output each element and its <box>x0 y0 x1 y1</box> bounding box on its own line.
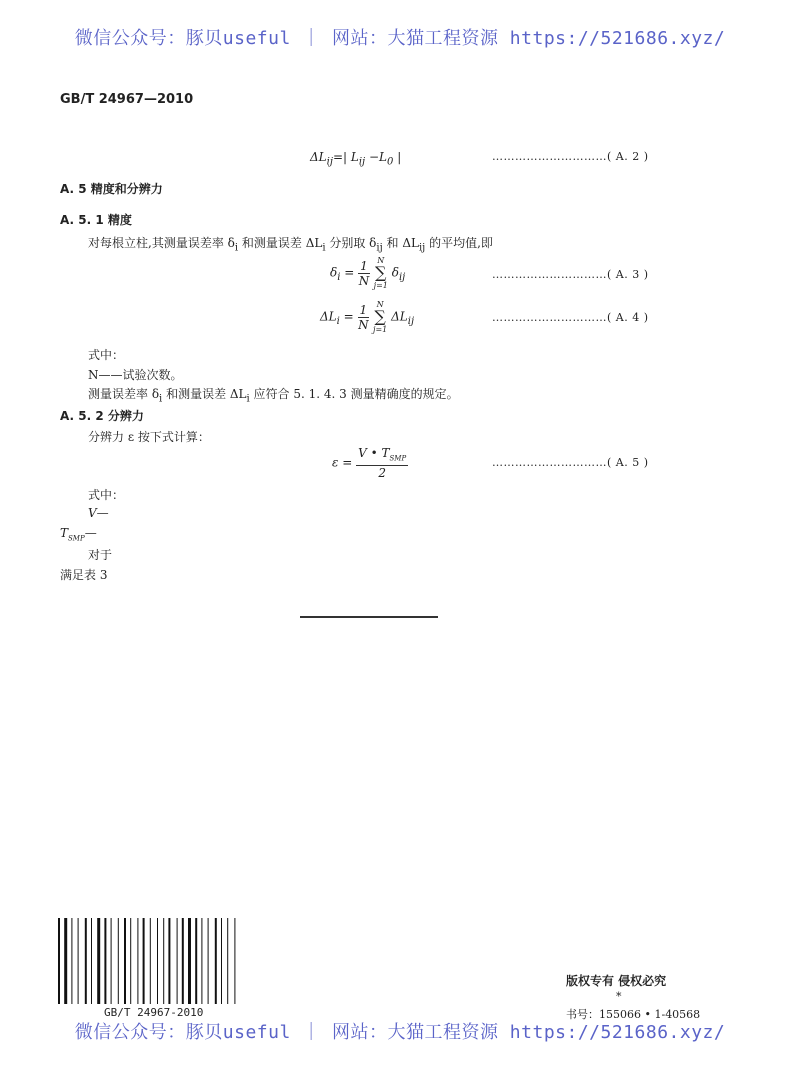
barcode-bar <box>71 918 72 1004</box>
watermark-bottom: 微信公众号：豚贝useful ｜ 网站：大猫工程资源 https://521686.xyz/ <box>74 1022 726 1043</box>
eq-a3-lhs-sub: i <box>337 271 341 283</box>
where1-rule-3: 应符合 5. 1. 4. 3 测量精确度的规定。 <box>249 387 459 401</box>
barcode-bar <box>124 918 126 1004</box>
eq-a3-term: δ <box>391 265 399 280</box>
eq-a3-den: N <box>358 273 370 288</box>
barcode-bar <box>157 918 158 1004</box>
barcode-label: GB/T 24967-2010 <box>104 1006 204 1019</box>
eq-a2-end: | <box>397 150 402 164</box>
where2-t-tail: — <box>84 526 97 540</box>
book-number: 书号：155066 • 1-40568 <box>566 1008 701 1021</box>
equation-a2 <box>310 150 401 167</box>
barcode-bar <box>215 918 217 1004</box>
barcode-bar <box>118 918 119 1004</box>
where2-t-main: T <box>60 526 69 540</box>
a51-intro-3: 分别取 δ <box>325 236 377 250</box>
where1-rule-1-sub: i <box>159 393 163 405</box>
where2-v: V— <box>88 506 109 520</box>
eq-a5-frac <box>356 446 408 480</box>
barcode-bar <box>143 918 145 1004</box>
equation-a3 <box>330 256 405 290</box>
barcode-bar <box>111 918 112 1004</box>
standard-number: GB/T 24967—2010 <box>60 92 194 107</box>
where1-rule <box>88 385 459 404</box>
eq-a3-bot: j=1 <box>373 281 388 290</box>
eq-a3-sum <box>374 256 388 290</box>
copyright-notice: 版权专有 侵权必究 <box>566 974 667 988</box>
eq-a4-den: N <box>358 317 369 332</box>
equation-a5 <box>332 446 408 480</box>
equation-a4-ref: …………………………( A. 4 ) <box>492 311 649 324</box>
barcode-bar <box>234 918 235 1004</box>
barcode-bar <box>91 918 92 1004</box>
eq-a4-eq: = <box>339 309 358 324</box>
barcode-bar <box>85 918 87 1004</box>
eq-a3-eq: = <box>340 265 359 280</box>
barcode-bar <box>64 918 67 1004</box>
eq-a3-sigma: ∑ <box>375 263 387 282</box>
where1-rule-2-sub: i <box>246 393 250 405</box>
barcode-bar <box>150 918 151 1004</box>
barcode-bar <box>104 918 106 1004</box>
eq-a5-num-a: V • T <box>358 446 390 460</box>
where1-label: 式中： <box>88 348 125 362</box>
barcode-bar <box>221 918 222 1004</box>
a51-intro-2: 和测量误差 ΔL <box>238 236 323 250</box>
barcode-bar <box>58 918 60 1004</box>
where2-meet: 满足表 3 <box>60 568 108 582</box>
eq-a2-sub2: ij <box>358 156 366 168</box>
section-a51-intro <box>88 234 493 253</box>
eq-a3-num: 1 <box>360 258 368 273</box>
barcode-bar <box>78 918 79 1004</box>
where2-t <box>60 526 97 542</box>
end-rule <box>300 616 438 618</box>
where1-rule-1: 测量误差率 δ <box>88 387 160 401</box>
eq-a4-top: N <box>376 300 384 309</box>
section-a5-title: A. 5 精度和分辨力 <box>60 182 163 196</box>
equation-a3-ref: …………………………( A. 3 ) <box>492 268 649 281</box>
a51-intro-4-sub: ij <box>418 242 426 254</box>
a51-intro-4: 和 ΔL <box>382 236 419 250</box>
eq-a4-sum <box>373 300 387 334</box>
where2-t-sub: SMP <box>68 534 85 543</box>
eq-a3-lhs: δ <box>330 265 338 280</box>
a51-intro-3-sub: ij <box>376 242 383 254</box>
barcode-bar <box>188 918 191 1004</box>
eq-a2-sub: ij <box>326 156 333 168</box>
equation-a5-ref: …………………………( A. 5 ) <box>492 456 649 469</box>
barcode-bar <box>182 918 184 1004</box>
barcode-bar <box>168 918 170 1004</box>
eq-a3-term-sub: ij <box>398 271 406 283</box>
barcode-bar <box>195 918 197 1004</box>
where2-label: 式中： <box>88 488 125 502</box>
section-a51-title: A. 5. 1 精度 <box>60 213 132 227</box>
eq-a4-frac <box>358 303 370 332</box>
eq-a4-sigma: ∑ <box>374 307 386 326</box>
eq-a4-lhs-sub: i <box>336 315 340 327</box>
eq-a5-num-sub: SMP <box>389 454 407 463</box>
a51-intro-1: 对每根立柱,其测量误差率 δ <box>88 236 235 250</box>
equation-a4 <box>320 300 414 334</box>
watermark-top: 微信公众号：豚贝useful ｜ 网站：大猫工程资源 https://521686.xyz/ <box>74 28 726 49</box>
section-a52-intro: 分辨力 ε 按下式计算： <box>88 430 210 444</box>
equation-a2-ref: …………………………( A. 2 ) <box>492 150 649 163</box>
a51-intro-2-sub: i <box>322 242 326 254</box>
a51-intro-5: 的平均值,即 <box>425 236 493 250</box>
where2-for: 对于 <box>88 548 113 562</box>
eq-a5-den: 2 <box>378 466 386 481</box>
eq-a4-lhs: ΔL <box>320 309 337 324</box>
barcode-bar <box>137 918 138 1004</box>
barcode-bar <box>130 918 131 1004</box>
section-a52-title: A. 5. 2 分辨力 <box>60 409 144 423</box>
eq-a2-sub3: 0 <box>387 156 394 168</box>
eq-a2-mid: =| L <box>332 150 359 164</box>
eq-a4-term-sub: ij <box>407 315 415 327</box>
barcode-bar <box>97 918 100 1004</box>
barcode-bar <box>208 918 209 1004</box>
eq-a5-lhs: ε = <box>332 455 357 470</box>
a51-intro-1-sub: i <box>234 242 239 254</box>
eq-a5-num <box>356 446 408 466</box>
barcode-bar <box>177 918 178 1004</box>
eq-a2-lhs: ΔL <box>310 150 327 164</box>
eq-a3-top: N <box>377 256 385 265</box>
eq-a4-num: 1 <box>359 302 368 317</box>
eq-a3-frac <box>358 259 370 288</box>
barcode-bar <box>227 918 228 1004</box>
barcode-bar <box>163 918 164 1004</box>
barcode-image <box>58 918 262 1010</box>
where1-rule-2: 和测量误差 ΔL <box>162 387 247 401</box>
barcode-bar <box>201 918 202 1004</box>
eq-a4-bot: j=1 <box>373 325 388 334</box>
eq-a4-term: ΔL <box>391 309 408 324</box>
footer-star: * <box>616 990 622 1003</box>
where1-def-n: N——试验次数。 <box>88 368 183 382</box>
eq-a2-tail: −L <box>368 150 388 164</box>
